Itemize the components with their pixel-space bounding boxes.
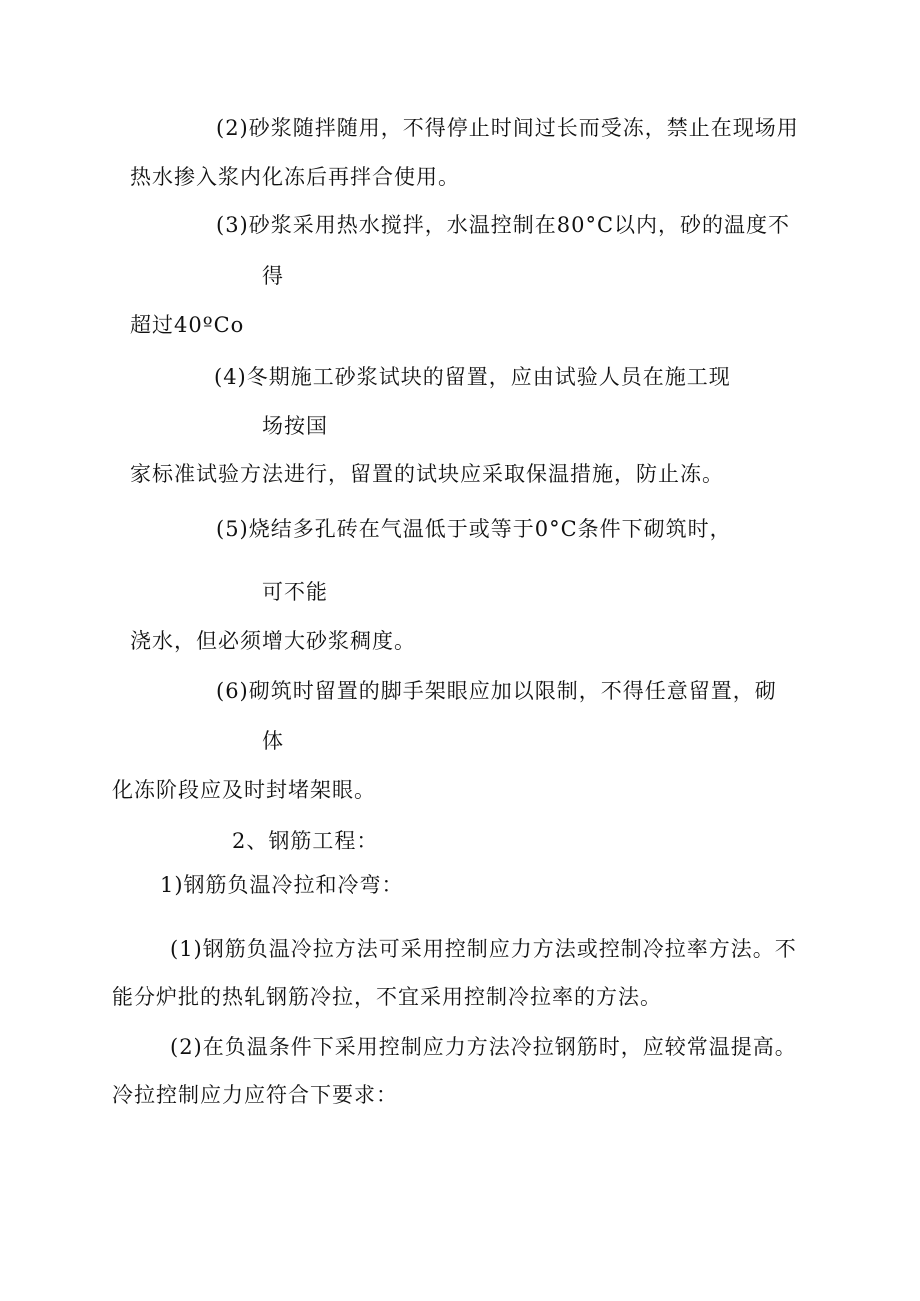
paragraph-5-line-1: (5)烧结多孔砖在气温低于或等于0°C条件下砌筑时， xyxy=(216,517,732,541)
paragraph-3-line-1: (3)砂浆采用热水搅拌，水温控制在80°C以内，砂的温度不 xyxy=(216,213,791,237)
paragraph-4-line-1: (4)冬期施工砂浆试块的留置，应由试验人员在施工现 xyxy=(214,365,731,389)
paragraph-2-line-1: (2)砂浆随拌随用，不得停止时间过长而受冻，禁止在现场用 xyxy=(216,116,799,140)
paragraph-5-line-3: 浇水，但必须增大砂浆稠度。 xyxy=(130,629,416,653)
paragraph-6-line-2: 体 xyxy=(262,729,284,753)
paragraph-b2-line-2: 冷拉控制应力应符合下要求： xyxy=(112,1083,398,1107)
paragraph-b2-line-1: (2)在负温条件下采用控制应力方法冷拉钢筋时，应较常温提高。 xyxy=(170,1035,797,1059)
paragraph-6-line-3: 化冻阶段应及时封堵架眼。 xyxy=(112,778,376,802)
subsection-heading: 1)钢筋负温冷拉和冷弯： xyxy=(160,873,404,897)
paragraph-4-line-3: 家标准试验方法进行，留置的试块应采取保温措施，防止冻。 xyxy=(130,462,724,486)
paragraph-3-line-2: 得 xyxy=(262,264,284,288)
paragraph-4-line-2: 场按国 xyxy=(262,414,328,438)
paragraph-3-line-3: 超过40ºCo xyxy=(130,313,245,337)
paragraph-2-line-2: 热水掺入浆内化冻后再拌合使用。 xyxy=(130,165,460,189)
paragraph-5-line-2: 可不能 xyxy=(262,580,328,604)
paragraph-b1-line-2: 能分炉批的热轧钢筋冷拉，不宜采用控制冷拉率的方法。 xyxy=(112,985,662,1009)
paragraph-6-line-1: (6)砌筑时留置的脚手架眼应加以限制，不得任意留置，砌 xyxy=(216,679,777,703)
paragraph-b1-line-1: (1)钢筋负温冷拉方法可采用控制应力方法或控制冷拉率方法。不 xyxy=(170,937,797,961)
section-heading: 2、钢筋工程： xyxy=(232,829,379,853)
